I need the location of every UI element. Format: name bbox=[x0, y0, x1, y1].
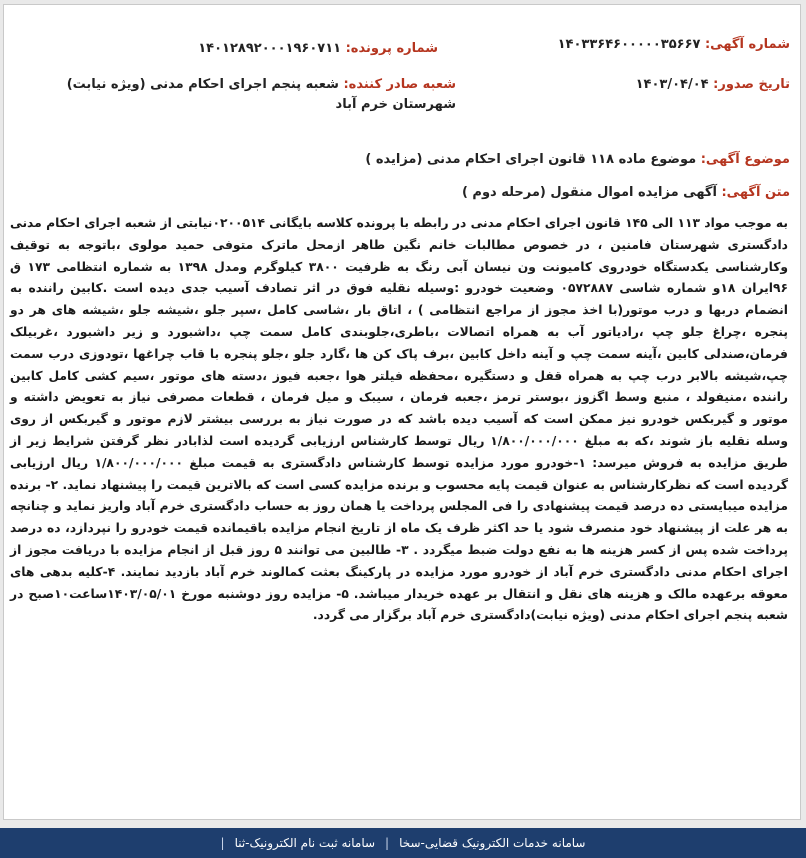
footer-separator: | bbox=[385, 836, 390, 850]
footer-link-sana[interactable]: سامانه ثبت نام الکترونیک-ثنا bbox=[234, 836, 376, 850]
issue-date-value: ۱۴۰۳/۰۴/۰۴ bbox=[635, 77, 709, 92]
notice-panel bbox=[3, 4, 801, 820]
notice-body-text: به موجب مواد ۱۱۳ الی ۱۴۵ قانون اجرای احکام مدنی در رابطه با پرونده کلاسه بایگانی ۰۲۰۰۵۱۴نیابتی از شعبه اجرای احکام مدنی دادگستری شهرستان فامنین ، در خصوص مطالبات خانم نگین طاهر ازمحل ماترک متوفی حمید مولوی ،باتوجه به توقیف وکارشناسی یکدستگاه خودروی کامیونت ون نیسان آبی رنگ به ظرفیت ۳۸۰۰ کیلوگرم ومدل ۱۳۹۸ به شماره انتظامی ۱۷۳ ق ۹۶ایران ۱۸و شماره شاسی ۰۵۷۲۸۸۷ وضعیت خودرو :وسیله نقلیه فوق در اثر تصادف آسیب جدی دیده است .کابین راننده به انضمام دربها و درب موتور(با اخذ مجوز از مراجع انتظامی ) ، اتاق بار ،شاسی کامل ،سپر جلو ،شیشه جلو ،شیشه های هر دو پنجره ،چراغ جلو چپ ،رادیاتور آب به همراه اتصالات ،باطری،جلوبندی کامل سمت چپ ،داشبورد و زیر داشبورد ،غربیلک فرمان،صندلی کابین ،آینه سمت چپ و آینه داخل کابین ،برف پاک کن ها ،گارد جلو ،جلو پنجره با قاب چراغها ،تودوزی درب سمت چپ،شیشه بالابر درب چپ به همراه قفل و دستگیره ،محفظه فیلتر هوا ،جعبه فیوز ،دسته های موتور ،سیم کشی کامل کابین راننده ،منیفولد ، منبع وسط اگزوز ،بوستر ترمز ،جعبه فرمان ، سیبک و میل فرمان ، قطعات مصرفی نیاز به تعویض داشته و موتور و گیربکس خودرو نیز ممکن است که آسیب دیده باشد که در صورت نیاز به بررسی بیشتر لازم موتور و گیربکس از روی وسله نقلیه باز شوند ،که به مبلغ ۱/۸۰۰/۰۰۰/۰۰۰ ریال توسط کارشناس ارزیابی گردیده است لذابادر نظر گرفتن شرایط زیر از طریق مزایده به فروش میرسد: ۱-خودرو مورد مزایده توسط کارشناس دادگستری به قیمت مبلغ ۱/۸۰۰/۰۰۰/۰۰۰ ریال ارزیابی گردیده است که نظرکارشناس به عنوان قیمت پایه محسوب و برنده مزایده کسی است که بالاترین قیمت را پیشنهاد نماید. ۲- برنده مزایده میبایستی ده درصد قیمت پیشنهادی را فی المجلس پرداخت یا همان روز به حساب دادگستری خرم آباد واریز نماید و چنانچه به هر علت از پیشنهاد خود منصرف شود یا حد اکثر ظرف یک ماه از تاریخ انجام مزایده باقیمانده قیمت خودرو را نپردازد، ده درصد پرداخت شده پس از کسر هزینه ها به نفع دولت ضبط میگردد . ۳- طالبین می توانند ۵ روز قبل از انجام مزایده با دریافت مجوز از اجرای احکام مدنی دادگستری خرم آباد از خودرو مورد مزایده در پارکینگ بعثت کمالوند خرم آباد بازدید نمایند. ۴-کلیه بدهی های معوقه برعهده مالک و هزینه های نقل و انتقال بر عهده خریدار میباشد. ۵- مزایده روز دوشنبه مورخ ۱۴۰۳/۰۵/۰۱ساعت۱۰صبح در شعبه پنجم اجرای احکام مدنی (ویژه نیابت)دادگستری خرم آباد برگزار می گردد. bbox=[10, 216, 789, 623]
footer-bar bbox=[0, 828, 806, 858]
title-value: آگهی مزایده اموال منقول (مرحله دوم ) bbox=[461, 185, 717, 200]
title-label: متن آگهی: bbox=[721, 185, 790, 200]
issuer-label: شعبه صادر کننده: bbox=[343, 77, 456, 92]
title-row bbox=[462, 183, 790, 203]
issuer-value: شعبه پنجم اجرای احکام مدنی (ویژه نیابت) شهرستان خرم آباد bbox=[66, 77, 456, 112]
subject-label: موضوع آگهی: bbox=[700, 152, 790, 167]
issue-date-label: تاریخ صدور: bbox=[713, 77, 790, 92]
notice-number-label: شماره آگهی: bbox=[704, 37, 790, 52]
issue-date-row bbox=[636, 75, 790, 95]
notice-number-value: ۱۴۰۳۳۶۴۶۰۰۰۰۰۳۵۶۶۷ bbox=[557, 37, 701, 52]
notice-number-row bbox=[558, 35, 790, 55]
file-number-label: شماره پرونده: bbox=[345, 41, 438, 56]
issuer-row bbox=[36, 75, 456, 115]
subject-value: موضوع ماده ۱۱۸ قانون اجرای احکام مدنی (مزایده ) bbox=[365, 152, 697, 167]
file-number-row bbox=[198, 39, 438, 59]
footer-link-sakha[interactable]: سامانه خدمات الکترونیک قضایی-سخا bbox=[399, 836, 586, 850]
file-number-value: ۱۴۰۱۲۸۹۲۰۰۰۱۹۶۰۷۱۱ bbox=[198, 41, 342, 56]
footer-separator-end: | bbox=[220, 836, 225, 850]
subject-row bbox=[365, 150, 790, 170]
